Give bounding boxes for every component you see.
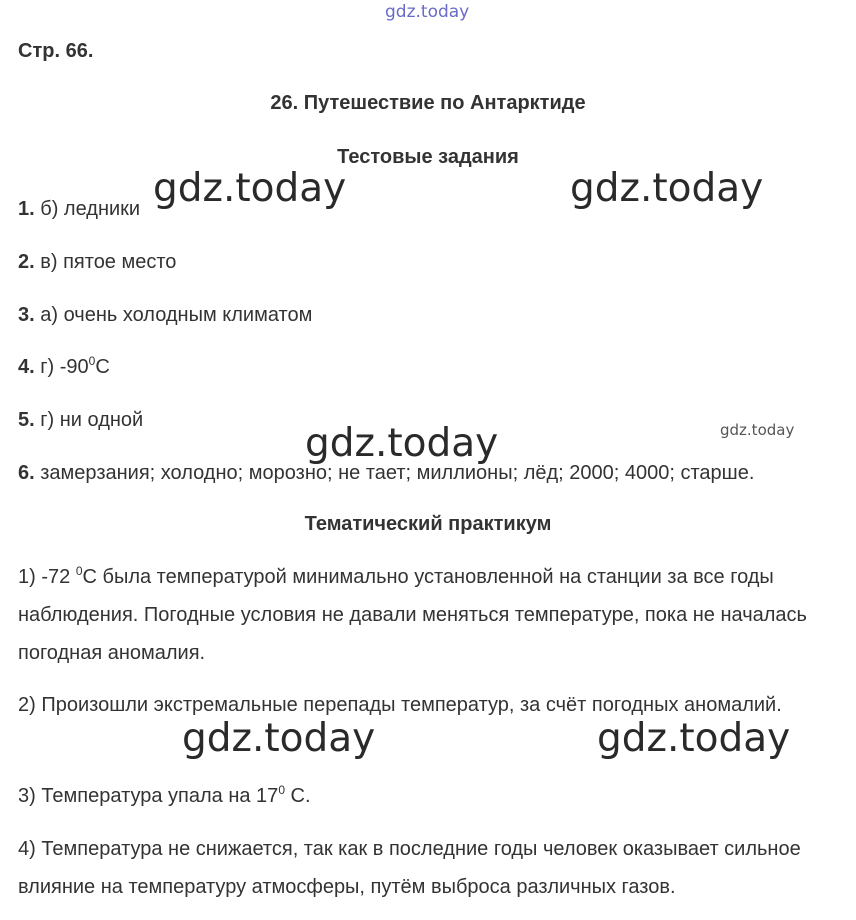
practice-item-4: 4) Температура не снижается, так как в последние годы человек оказывает сильное влияние на температуру атмосферы, путём выброса различных газов. [18, 838, 801, 898]
page-reference: Стр. 66. [18, 40, 94, 62]
answer-3 [18, 304, 312, 327]
answer-2 [18, 251, 176, 274]
answer-4 [18, 356, 110, 379]
answer-number: 2. [18, 251, 35, 273]
answer-text: а) очень холодным климатом [40, 304, 313, 326]
watermark-top: gdz.today [385, 2, 470, 22]
answer-text: г) $-90^0С$ [40, 354, 110, 378]
watermark-small: gdz.today [720, 421, 795, 439]
practice-item-3: 3) Температура упала на $17^0$ С. [18, 783, 311, 807]
answer-number: 6. [18, 462, 35, 484]
answer-number: 3. [18, 304, 35, 326]
answer-text: в) пятое место [40, 251, 177, 273]
answer-5 [18, 409, 143, 432]
practice-item-2: 2) Произошли экстремальные перепады температур, за счёт погодных аномалий. [18, 694, 782, 716]
answer-6 [18, 462, 754, 485]
page-title: 26. Путешествие по Антарктиде [270, 92, 586, 114]
answer-number: 4. [18, 356, 35, 378]
watermark: gdz.today [570, 166, 764, 211]
practice-item-1: 1) -72 $^0$С была температурой минимально установленной на станции за все годы наблюдения. Погодные условия не давали меняться температуре, пока не началась погодная аномалия. [18, 564, 807, 664]
answer-text: б) ледники [40, 198, 141, 220]
answer-text: замерзания; холодно; морозно; не тает; миллионы; лёд; 2000; 4000; старше. [40, 462, 755, 484]
section-heading-tests: Тестовые задания [337, 146, 519, 168]
answer-number: 5. [18, 409, 35, 431]
watermark: gdz.today [597, 716, 791, 761]
watermark: gdz.today [153, 166, 347, 211]
section-heading-practice: Тематический практикум [304, 513, 552, 535]
answer-number: 1. [18, 198, 35, 220]
answer-1 [18, 198, 140, 221]
answer-text: г) ни одной [40, 409, 144, 431]
watermark: gdz.today [305, 421, 499, 466]
watermark: gdz.today [182, 716, 376, 761]
